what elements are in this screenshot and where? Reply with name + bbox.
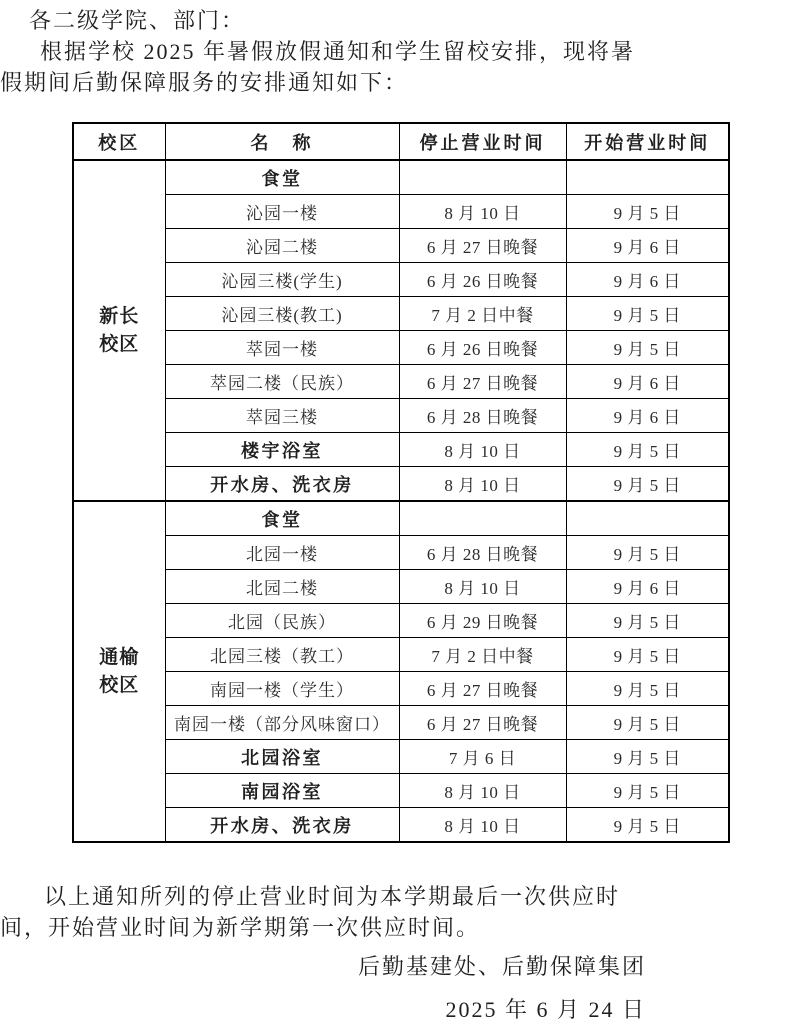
start-time-cell: 9 月 5 日 — [566, 740, 729, 774]
campus-label-line: 新长 — [99, 305, 140, 327]
table-row — [73, 160, 729, 195]
start-time-cell: 9 月 5 日 — [566, 672, 729, 706]
column-header: 校区 — [73, 123, 165, 160]
name-cell: 食堂 — [165, 501, 399, 536]
schedule-table-body — [73, 160, 729, 842]
start-time-cell: 9 月 6 日 — [566, 365, 729, 399]
table-row — [73, 365, 729, 399]
name-cell: 沁园三楼(学生) — [165, 263, 399, 297]
name-cell: 沁园三楼(教工) — [165, 297, 399, 331]
table-row — [73, 331, 729, 365]
table-row — [73, 536, 729, 570]
issuer-signature: 后勤基建处、后勤保障集团 — [357, 954, 646, 979]
table-row — [73, 433, 729, 467]
table-row — [73, 263, 729, 297]
start-time-cell: 9 月 5 日 — [566, 536, 729, 570]
start-time-cell: 9 月 6 日 — [566, 229, 729, 263]
stop-time-cell — [399, 160, 566, 195]
stop-time-cell: 6 月 29 日晚餐 — [399, 604, 566, 638]
stop-time-cell: 6 月 26 日晚餐 — [399, 263, 566, 297]
start-time-cell: 9 月 5 日 — [566, 706, 729, 740]
column-header: 名 称 — [165, 123, 399, 160]
start-time-cell: 9 月 6 日 — [566, 263, 729, 297]
stop-time-cell: 6 月 26 日晚餐 — [399, 331, 566, 365]
closing-paragraph: 以上通知所列的停止营业时间为本学期最后一次供应时间，开始营业时间为新学期第一次供应时间。 — [0, 884, 621, 940]
stop-time-cell: 8 月 10 日 — [399, 808, 566, 843]
schedule-table — [72, 122, 730, 843]
stop-time-cell: 7 月 2 日中餐 — [399, 638, 566, 672]
table-row — [73, 604, 729, 638]
issue-date: 2025 年 6 月 24 日 — [445, 997, 646, 1022]
campus-cell — [73, 501, 165, 842]
table-row — [73, 774, 729, 808]
table-row — [73, 740, 729, 774]
stop-time-cell: 8 月 10 日 — [399, 195, 566, 229]
stop-time-cell: 7 月 6 日 — [399, 740, 566, 774]
name-cell: 萃园三楼 — [165, 399, 399, 433]
start-time-cell: 9 月 5 日 — [566, 808, 729, 843]
name-cell: 开水房、洗衣房 — [165, 467, 399, 502]
campus-cell — [73, 160, 165, 501]
stop-time-cell: 6 月 27 日晚餐 — [399, 706, 566, 740]
stop-time-cell: 6 月 27 日晚餐 — [399, 229, 566, 263]
start-time-cell: 9 月 5 日 — [566, 433, 729, 467]
name-cell: 北园（民族） — [165, 604, 399, 638]
start-time-cell: 9 月 5 日 — [566, 467, 729, 502]
campus-label-line: 校区 — [99, 674, 140, 696]
table-row — [73, 195, 729, 229]
table-row — [73, 808, 729, 843]
start-time-cell — [566, 501, 729, 536]
name-cell: 楼宇浴室 — [165, 433, 399, 467]
stop-time-cell: 7 月 2 日中餐 — [399, 297, 566, 331]
name-cell: 南园一楼（部分风味窗口） — [165, 706, 399, 740]
table-row — [73, 672, 729, 706]
stop-time-cell: 8 月 10 日 — [399, 433, 566, 467]
table-row — [73, 501, 729, 536]
stop-time-cell: 6 月 27 日晚餐 — [399, 672, 566, 706]
name-cell: 萃园二楼（民族） — [165, 365, 399, 399]
name-cell: 南园一楼（学生） — [165, 672, 399, 706]
name-cell: 萃园一楼 — [165, 331, 399, 365]
column-header: 停止营业时间 — [399, 123, 566, 160]
start-time-cell: 9 月 5 日 — [566, 195, 729, 229]
stop-time-cell: 8 月 10 日 — [399, 570, 566, 604]
table-row — [73, 706, 729, 740]
schedule-table-head — [73, 123, 729, 160]
name-cell: 开水房、洗衣房 — [165, 808, 399, 843]
start-time-cell: 9 月 6 日 — [566, 399, 729, 433]
name-cell: 北园一楼 — [165, 536, 399, 570]
salutation-line: 各二级学院、部门： — [29, 8, 246, 33]
table-row — [73, 297, 729, 331]
start-time-cell: 9 月 6 日 — [566, 570, 729, 604]
name-cell: 沁园二楼 — [165, 229, 399, 263]
name-cell: 食堂 — [165, 160, 399, 195]
stop-time-cell: 8 月 10 日 — [399, 467, 566, 502]
name-cell: 北园浴室 — [165, 740, 399, 774]
stop-time-cell: 6 月 28 日晚餐 — [399, 536, 566, 570]
table-row — [73, 467, 729, 502]
stop-time-cell: 6 月 28 日晚餐 — [399, 399, 566, 433]
stop-time-cell — [399, 501, 566, 536]
name-cell: 北园三楼（教工） — [165, 638, 399, 672]
start-time-cell: 9 月 5 日 — [566, 774, 729, 808]
stop-time-cell: 6 月 27 日晚餐 — [399, 365, 566, 399]
start-time-cell: 9 月 5 日 — [566, 331, 729, 365]
column-header: 开始营业时间 — [566, 123, 729, 160]
table-row — [73, 399, 729, 433]
start-time-cell: 9 月 5 日 — [566, 604, 729, 638]
stop-time-cell: 8 月 10 日 — [399, 774, 566, 808]
start-time-cell: 9 月 5 日 — [566, 297, 729, 331]
table-row — [73, 229, 729, 263]
name-cell: 南园浴室 — [165, 774, 399, 808]
campus-label-line: 通榆 — [99, 646, 140, 668]
header-row — [73, 123, 729, 160]
campus-label-line: 校区 — [99, 333, 140, 355]
table-row — [73, 570, 729, 604]
name-cell: 北园二楼 — [165, 570, 399, 604]
intro-paragraph: 根据学校 2025 年暑假放假通知和学生留校安排，现将暑假期间后勤保障服务的安排通知如下： — [0, 39, 636, 95]
start-time-cell: 9 月 5 日 — [566, 638, 729, 672]
table-row — [73, 638, 729, 672]
start-time-cell — [566, 160, 729, 195]
name-cell: 沁园一楼 — [165, 195, 399, 229]
